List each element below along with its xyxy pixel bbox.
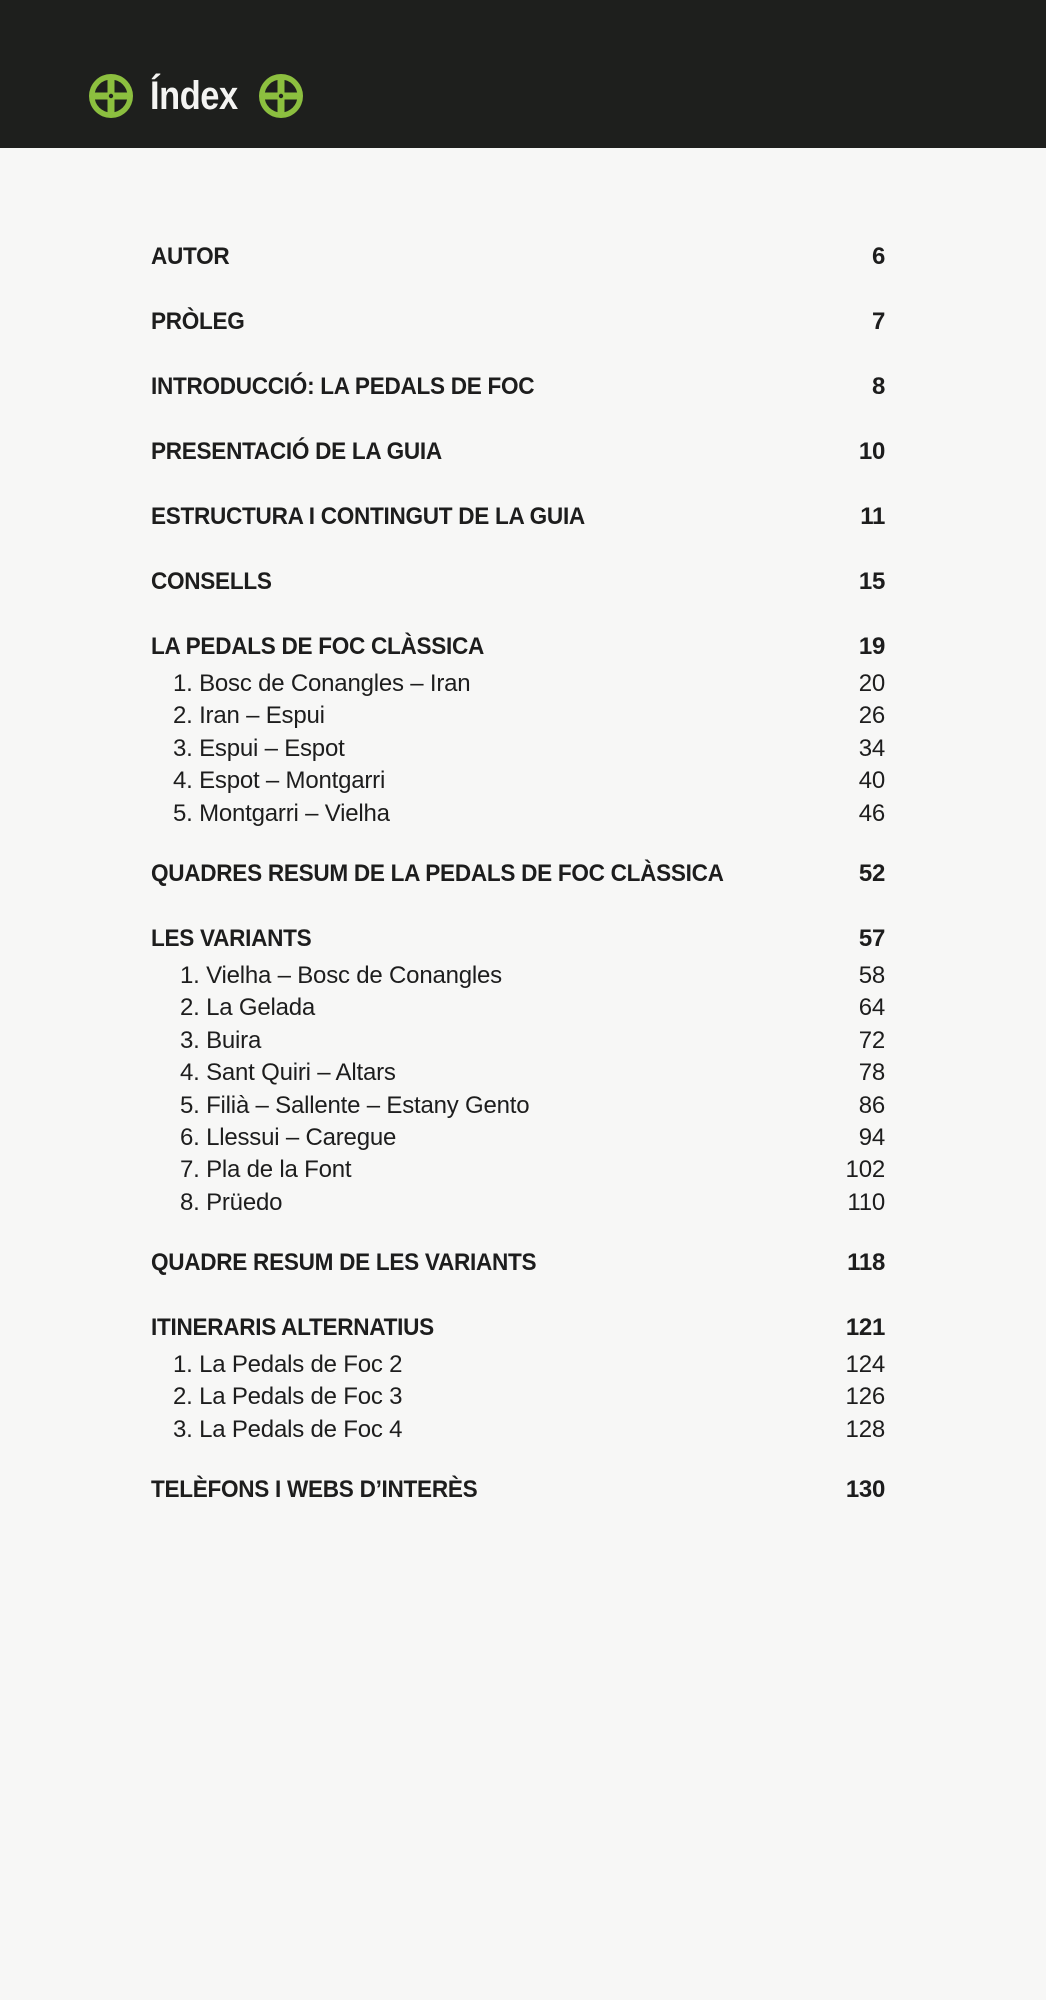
toc-subentry-title: 4. Sant Quiri – Altars [180,1059,396,1087]
toc-subentry-list [151,960,885,1219]
toc-subentry-title: 3. Buira [180,1026,262,1054]
toc-entry[interactable] [151,1242,885,1307]
toc-subentry-title: 5. Filià – Sallente – Estany Gento [180,1091,530,1119]
toc-subentry-title: 8. Prüedo [180,1188,283,1216]
toc-subentry[interactable] [151,700,885,732]
toc-subentry-list [151,1349,885,1446]
toc-section [151,431,885,496]
toc-subentry-title: 3. Espui – Espot [173,734,345,762]
toc-subentry-page: 102 [845,1156,885,1184]
toc-subentry[interactable] [151,1122,885,1154]
toc-subentry-page: 124 [845,1351,885,1379]
toc-entry-page: 52 [858,859,885,887]
toc-subentry[interactable] [151,1414,885,1446]
toc-subentry[interactable] [151,1349,885,1381]
toc-entry-title: INTRODUCCIÓ: LA PEDALS DE FOC [151,373,535,400]
toc-entry-page: 121 [845,1314,885,1342]
toc-section [151,1307,885,1446]
toc-entry[interactable] [151,918,885,960]
toc-subentry-page: 78 [858,1059,885,1087]
toc-entry-page: 118 [847,1249,885,1277]
toc-section [151,236,885,301]
toc-entry[interactable] [151,431,885,496]
toc-subentry[interactable] [151,1187,885,1219]
toc-entry[interactable] [151,301,885,366]
toc-entry-page: 10 [858,438,885,465]
toc-subentry-page: 86 [858,1091,885,1119]
toc-entry-page: 15 [858,568,885,595]
toc-entry-title: AUTOR [151,243,230,270]
toc-subentry-title: 2. La Gelada [180,994,316,1022]
green-wheel-icon [256,71,306,121]
green-wheel-icon [86,71,136,121]
toc-entry[interactable] [151,496,885,561]
toc-subentry[interactable] [151,960,885,992]
toc-entry-title: QUADRES RESUM DE LA PEDALS DE FOC CLÀSSICA [151,859,724,887]
toc-entry-title: ITINERARIS ALTERNATIUS [151,1314,434,1342]
table-of-contents [151,236,885,1534]
toc-entry-page: 6 [871,243,885,270]
toc-entry-title: QUADRE RESUM DE LES VARIANTS [151,1249,537,1277]
toc-section [151,496,885,561]
toc-entry-title: CONSELLS [151,568,272,595]
toc-entry-title: LA PEDALS DE FOC CLÀSSICA [151,633,485,660]
toc-entry-page: 19 [858,633,885,660]
toc-subentry-page: 34 [858,734,885,762]
toc-subentry-title: 5. Montgarri – Vielha [173,799,390,827]
toc-subentry[interactable] [151,765,885,797]
toc-entry-page: 7 [871,308,885,335]
toc-entry[interactable] [151,561,885,626]
toc-entry[interactable] [151,853,885,918]
toc-subentry-page: 126 [845,1383,885,1411]
toc-subentry[interactable] [151,1154,885,1186]
page-title: Índex [150,73,238,118]
toc-entry-title: TELÈFONS I WEBS D’INTERÈS [151,1476,478,1504]
toc-subentry-page: 110 [847,1188,885,1216]
toc-subentry-title: 3. La Pedals de Foc 4 [173,1415,403,1443]
toc-entry-page: 8 [871,373,885,400]
toc-section [151,1242,885,1307]
toc-subentry[interactable] [151,798,885,830]
toc-section [151,626,885,830]
toc-subentry[interactable] [151,733,885,765]
toc-subentry-page: 64 [858,994,885,1022]
toc-entry[interactable] [151,1307,885,1349]
toc-entry[interactable] [151,236,885,301]
toc-entry-title: ESTRUCTURA I CONTINGUT DE LA GUIA [151,503,585,530]
toc-entry-page: 130 [845,1476,885,1504]
toc-entry-title: LES VARIANTS [151,924,312,952]
toc-subentry-page: 72 [858,1026,885,1054]
toc-entry-page: 57 [858,924,885,952]
toc-subentry[interactable] [151,668,885,700]
toc-entry-page: 11 [860,503,885,530]
toc-subentry-page: 20 [858,670,885,697]
toc-subentry[interactable] [151,1025,885,1057]
toc-subentry-page: 58 [858,961,885,989]
header-bar [0,0,1046,148]
toc-section [151,1469,885,1534]
toc-section [151,853,885,918]
toc-subentry[interactable] [151,1381,885,1413]
toc-subentry-title: 2. Iran – Espui [173,702,325,730]
toc-entry-title: PRÒLEG [151,308,245,335]
toc-entry[interactable] [151,626,885,668]
toc-subentry-list [151,668,885,830]
header-title-group [86,66,306,126]
toc-subentry-title: 7. Pla de la Font [180,1156,352,1184]
toc-subentry[interactable] [151,1090,885,1122]
toc-subentry-title: 1. La Pedals de Foc 2 [173,1351,403,1379]
toc-entry[interactable] [151,366,885,431]
toc-subentry-page: 40 [858,767,885,795]
toc-subentry[interactable] [151,992,885,1024]
toc-subentry-title: 2. La Pedals de Foc 3 [173,1383,403,1411]
toc-subentry-title: 4. Espot – Montgarri [173,767,386,795]
toc-subentry[interactable] [151,1057,885,1089]
toc-subentry-title: 6. Llessui – Caregue [180,1123,397,1151]
toc-subentry-page: 128 [845,1415,885,1443]
toc-section [151,301,885,366]
toc-subentry-title: 1. Vielha – Bosc de Conangles [180,961,502,989]
toc-subentry-title: 1. Bosc de Conangles – Iran [173,670,471,697]
toc-section [151,366,885,431]
toc-entry-title: PRESENTACIÓ DE LA GUIA [151,438,442,465]
toc-section [151,561,885,626]
toc-section [151,918,885,1219]
toc-entry[interactable] [151,1469,885,1534]
toc-subentry-page: 94 [858,1123,885,1151]
toc-subentry-page: 26 [858,702,885,730]
toc-subentry-page: 46 [858,799,885,827]
